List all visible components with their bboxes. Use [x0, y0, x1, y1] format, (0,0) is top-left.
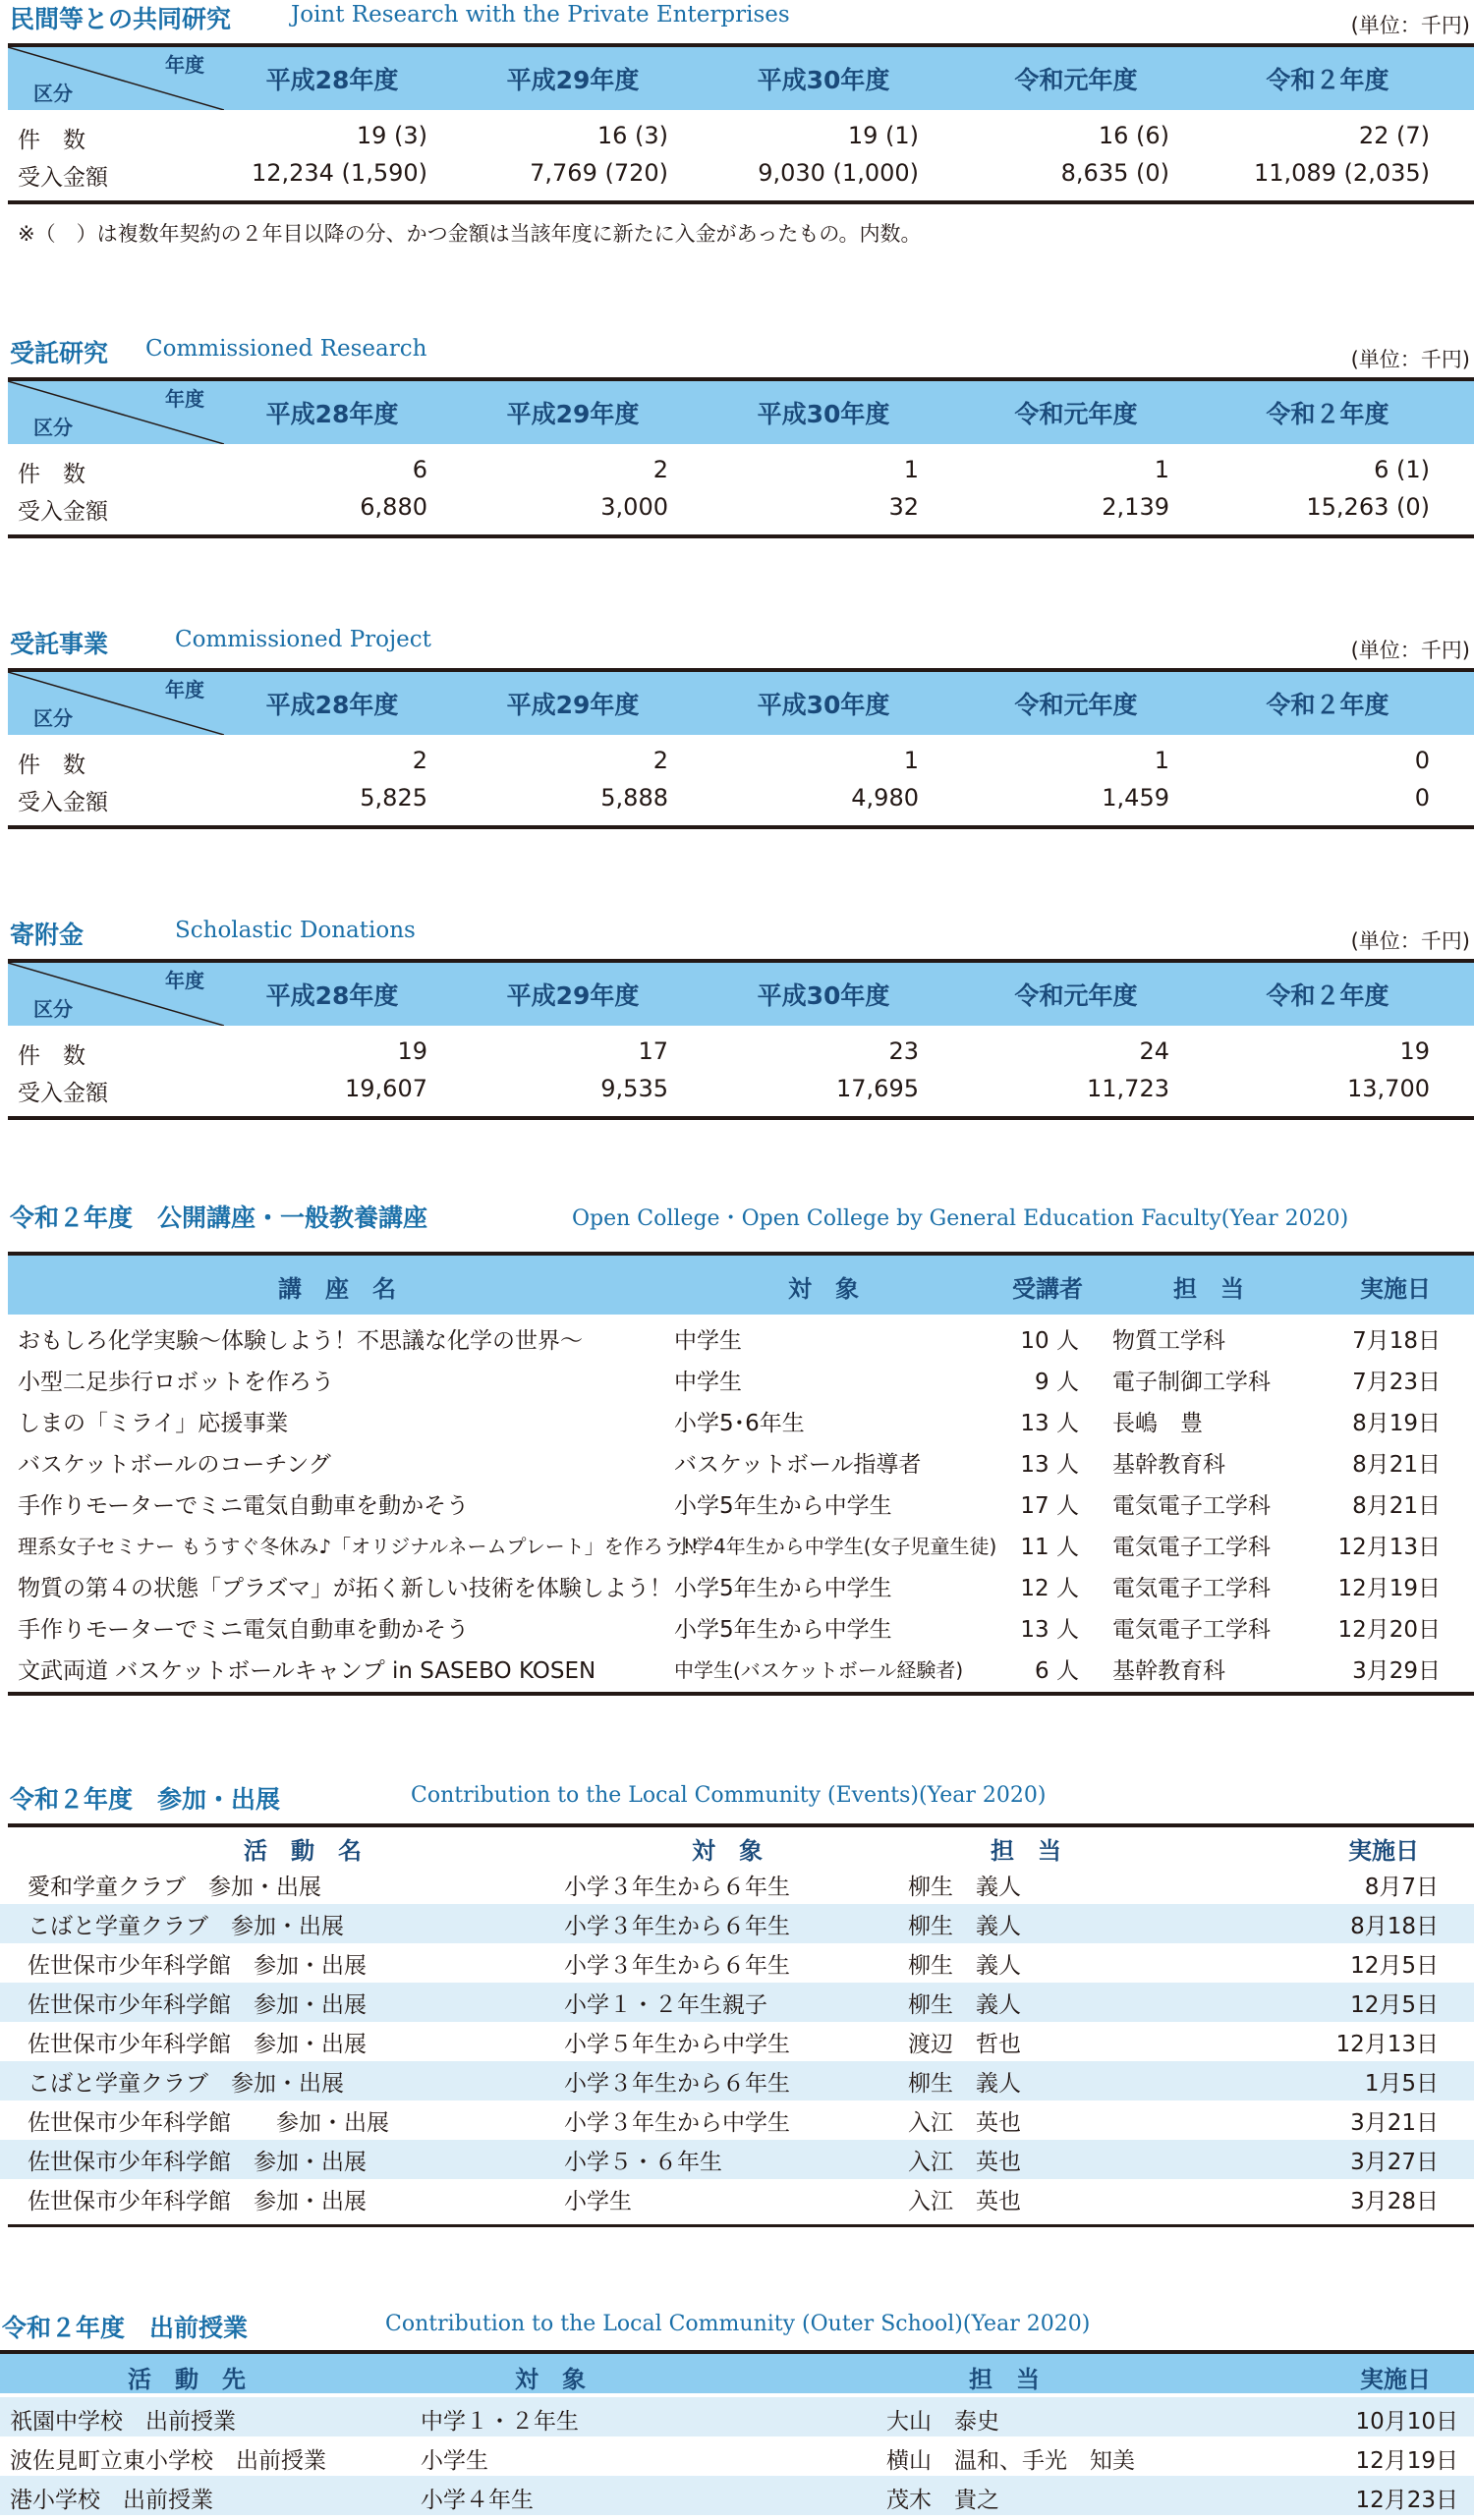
column-header-target: 対 象 [692, 1837, 763, 1865]
target-audience: 中学生 [674, 1328, 742, 1354]
target-audience: 中学生(バスケットボール経験者) [674, 1658, 964, 1682]
target-audience: 小学１・２年生親子 [564, 1992, 767, 2018]
year-header: 平成29年度 [506, 400, 640, 428]
section-subtitle: Contribution to the Local Community (Events)(Year 2020) [411, 1783, 1047, 1808]
column-header-date: 実施日 [1360, 1275, 1431, 1303]
in-charge: 柳生 義人 [908, 1992, 1021, 2018]
table-header [8, 668, 1474, 735]
row-label: 受入金額 [18, 499, 108, 525]
date: 7月18日 [1352, 1328, 1441, 1354]
row-label: 受入金額 [18, 165, 108, 191]
corner-year-label: 年度 [165, 387, 204, 411]
date: 8月18日 [1350, 1914, 1439, 1939]
date: 8月19日 [1352, 1411, 1441, 1436]
unit-label: (単位：千円) [1350, 639, 1470, 662]
activity-name: 佐世保市少年科学館 参加・出展 [28, 1953, 367, 1979]
date: 1月5日 [1364, 2071, 1439, 2097]
in-charge: 物質工学科 [1112, 1328, 1225, 1354]
target-audience: 小学４年生 [421, 2488, 534, 2513]
unit-label: (単位：千円) [1350, 14, 1470, 37]
date: 3月27日 [1350, 2150, 1439, 2175]
in-charge: 電子制御工学科 [1112, 1370, 1271, 1395]
year-header: 平成29年度 [506, 691, 640, 719]
target-audience: バスケットボール指導者 [674, 1452, 922, 1478]
row-stripe [0, 2476, 1474, 2515]
in-charge: 基幹教育科 [1112, 1658, 1225, 1684]
corner-cell [8, 672, 224, 735]
target-audience: 小学5年生から中学生 [674, 1617, 892, 1643]
in-charge: 入江 英也 [908, 2189, 1021, 2214]
year-header: 平成28年度 [265, 691, 399, 719]
target-audience: 小学３年生から６年生 [564, 1953, 790, 1979]
events-section [0, 1780, 1474, 2232]
value-cell: 6 (1) [1374, 456, 1430, 483]
year-header: 平成29年度 [506, 981, 640, 1010]
value-cell: 2,139 [1102, 493, 1169, 521]
course-name: 手作りモーターでミニ電気自動車を動かそう [18, 1493, 470, 1519]
value-cell: 0 [1414, 784, 1430, 812]
year-header: 令和元年度 [1014, 691, 1138, 719]
corner-category-label: 区分 [33, 997, 73, 1021]
in-charge: 電気電子工学科 [1112, 1535, 1271, 1560]
section-title: 民間等との共同研究 [10, 5, 232, 33]
in-charge: 大山 泰史 [886, 2409, 999, 2435]
value-cell: 8,635 (0) [1060, 159, 1169, 187]
year-header: 平成29年度 [506, 66, 640, 94]
in-charge: 柳生 義人 [908, 1953, 1021, 1979]
corner-year-label: 年度 [165, 53, 204, 77]
value-cell: 13,700 [1347, 1075, 1430, 1102]
target-audience: 小学３年生から６年生 [564, 2071, 790, 2097]
footnote: ※（ ）は複数年契約の２年目以降の分、かつ金額は当該年度に新たに入金があったもの。内数。 [18, 222, 922, 246]
section-title: 受託研究 [10, 339, 109, 367]
value-cell: 1 [1154, 747, 1169, 774]
value-cell: 19,607 [345, 1075, 427, 1102]
in-charge: 茂木 貴之 [886, 2488, 999, 2513]
target-audience: 小学生 [421, 2448, 488, 2474]
value-cell: 11,089 (2,035) [1253, 159, 1430, 187]
course-name: 小型二足歩行ロボットを作ろう [18, 1370, 334, 1395]
in-charge: 電気電子工学科 [1112, 1617, 1271, 1643]
date: 8月21日 [1352, 1493, 1441, 1519]
target-audience: 小学4年生から中学生(女子児童生徒) [674, 1535, 997, 1558]
unit-label: (単位：千円) [1350, 929, 1470, 953]
in-charge: 長嶋 豊 [1112, 1411, 1203, 1436]
in-charge: 柳生 義人 [908, 1875, 1021, 1900]
section-subtitle: Open College・Open College by General Education Faculty(Year 2020) [572, 1206, 1349, 1231]
value-cell: 5,888 [600, 784, 668, 812]
column-header-in-charge: 担 当 [969, 2366, 1040, 2393]
year-header: 令和２年度 [1266, 400, 1389, 428]
outer-school-section [0, 2309, 1474, 2520]
value-cell: 15,263 (0) [1306, 493, 1430, 521]
activity-name: こばと学童クラブ 参加・出展 [28, 1914, 344, 1939]
target-audience: 小学5･6年生 [674, 1411, 805, 1436]
column-header-course: 講 座 名 [278, 1275, 396, 1303]
activity-name: 佐世保市少年科学館 参加・出展 [28, 2110, 389, 2136]
destination: 祇園中学校 出前授業 [10, 2409, 236, 2435]
value-cell: 1 [903, 747, 919, 774]
section-title: 寄附金 [10, 921, 85, 949]
value-cell: 19 [397, 1037, 427, 1065]
year-header: 平成28年度 [265, 981, 399, 1010]
table-bottom-rule [8, 1116, 1474, 1120]
corner-category-label: 区分 [33, 82, 73, 105]
date: 3月28日 [1350, 2189, 1439, 2214]
table-header [8, 43, 1474, 110]
column-header-target: 対 象 [515, 2366, 586, 2393]
in-charge: 柳生 義人 [908, 2071, 1021, 2097]
course-name: 文武両道 バスケットボールキャンプ in SASEBO KOSEN [18, 1658, 596, 1684]
value-cell: 17,695 [836, 1075, 919, 1102]
activity-name: 佐世保市少年科学館 参加・出展 [28, 1992, 367, 2018]
in-charge: 電気電子工学科 [1112, 1576, 1271, 1601]
row-label: 受入金額 [18, 790, 108, 815]
table-header [8, 1823, 1474, 1863]
value-cell: 9,535 [600, 1075, 668, 1102]
participant-count: 6 人 [1035, 1658, 1079, 1684]
table-header [8, 1252, 1474, 1315]
corner-cell [8, 963, 224, 1026]
in-charge: 横山 温和、手光 知美 [886, 2448, 1135, 2474]
in-charge: 入江 英也 [908, 2150, 1021, 2175]
in-charge: 電気電子工学科 [1112, 1493, 1271, 1519]
section-subtitle: Scholastic Donations [175, 918, 416, 943]
value-cell: 7,769 (720) [530, 159, 668, 187]
participant-count: 12 人 [1020, 1576, 1079, 1601]
course-name: しまの「ミライ」応援事業 [18, 1411, 289, 1436]
row-label: 件 数 [18, 1043, 85, 1069]
participant-count: 11 人 [1020, 1535, 1079, 1560]
corner-category-label: 区分 [33, 706, 73, 730]
year-header: 平成30年度 [757, 691, 890, 719]
date: 7月23日 [1352, 1370, 1441, 1395]
column-header-activity: 活 動 名 [244, 1837, 362, 1865]
year-header: 令和２年度 [1266, 691, 1389, 719]
column-header-in-charge: 担 当 [1173, 1275, 1244, 1303]
column-header-target: 対 象 [788, 1275, 859, 1303]
destination: 港小学校 出前授業 [10, 2488, 213, 2513]
row-label: 件 数 [18, 462, 85, 487]
activity-name: 愛和学童クラブ 参加・出展 [28, 1875, 321, 1900]
section-title: 令和２年度 出前授業 [2, 2314, 249, 2342]
target-audience: 小学５・６年生 [564, 2150, 722, 2175]
value-cell: 19 (1) [847, 122, 919, 149]
target-audience: 小学5年生から中学生 [674, 1493, 892, 1519]
value-cell: 9,030 (1,000) [758, 159, 919, 187]
date: 10月10日 [1355, 2409, 1458, 2435]
participant-count: 13 人 [1020, 1411, 1079, 1436]
date: 12月13日 [1337, 1535, 1441, 1560]
unit-label: (単位：千円) [1350, 348, 1470, 371]
funding-table-section [0, 0, 1474, 265]
course-name: 手作りモーターでミニ電気自動車を動かそう [18, 1617, 470, 1643]
participant-count: 13 人 [1020, 1617, 1079, 1643]
date: 8月7日 [1364, 1875, 1439, 1900]
target-audience: 小学３年生から６年生 [564, 1875, 790, 1900]
value-cell: 1 [903, 456, 919, 483]
section-title: 令和２年度 公開講座・一般教養講座 [10, 1204, 428, 1232]
target-audience: 中学１・２年生 [421, 2409, 579, 2435]
column-header-participants: 受講者 [1012, 1275, 1083, 1303]
section-title: 令和２年度 参加・出展 [10, 1785, 281, 1814]
corner-category-label: 区分 [33, 416, 73, 439]
activity-name: こばと学童クラブ 参加・出展 [28, 2071, 344, 2097]
section-subtitle: Commissioned Project [175, 627, 431, 652]
participant-count: 9 人 [1035, 1370, 1079, 1395]
table-bottom-rule [8, 534, 1474, 538]
date: 12月19日 [1337, 1576, 1441, 1601]
value-cell: 2 [652, 747, 668, 774]
date: 12月19日 [1355, 2448, 1458, 2474]
year-header: 令和元年度 [1014, 66, 1138, 94]
value-cell: 16 (3) [596, 122, 668, 149]
in-charge: 入江 英也 [908, 2110, 1021, 2136]
table-bottom-rule [8, 825, 1474, 829]
corner-year-label: 年度 [165, 969, 204, 992]
row-label: 件 数 [18, 128, 85, 153]
participant-count: 13 人 [1020, 1452, 1079, 1478]
target-audience: 中学生 [674, 1370, 742, 1395]
column-header-date: 実施日 [1360, 2366, 1431, 2393]
date: 8月21日 [1352, 1452, 1441, 1478]
table-bottom-rule [8, 1692, 1474, 1696]
date: 12月23日 [1355, 2488, 1458, 2513]
year-header: 平成30年度 [757, 400, 890, 428]
course-name: 物質の第４の状態「プラズマ」が拓く新しい技術を体験しよう！ [18, 1576, 672, 1601]
year-header: 平成30年度 [757, 981, 890, 1010]
row-label: 件 数 [18, 753, 85, 778]
target-audience: 小学生 [564, 2189, 632, 2214]
year-header: 平成28年度 [265, 400, 399, 428]
date: 12月5日 [1350, 1953, 1439, 1979]
row-label: 受入金額 [18, 1081, 108, 1106]
value-cell: 19 (3) [356, 122, 427, 149]
table-header [8, 959, 1474, 1026]
section-subtitle: Joint Research with the Private Enterprises [291, 2, 790, 28]
value-cell: 16 (6) [1098, 122, 1169, 149]
date: 12月13日 [1335, 2032, 1439, 2057]
open-college-section [0, 1199, 1474, 1709]
year-header: 令和元年度 [1014, 400, 1138, 428]
value-cell: 23 [888, 1037, 919, 1065]
value-cell: 1 [1154, 456, 1169, 483]
target-audience: 小学３年生から中学生 [564, 2110, 790, 2136]
date: 3月29日 [1352, 1658, 1441, 1684]
course-name: おもしろ化学実験〜体験しよう！不思議な化学の世界〜 [18, 1328, 583, 1354]
year-header: 令和元年度 [1014, 981, 1138, 1010]
column-header-in-charge: 担 当 [991, 1837, 1061, 1865]
value-cell: 24 [1139, 1037, 1169, 1065]
date: 12月5日 [1350, 1992, 1439, 2018]
funding-table-section [0, 334, 1474, 540]
table-header [8, 377, 1474, 444]
value-cell: 6,880 [360, 493, 427, 521]
value-cell: 32 [888, 493, 919, 521]
activity-name: 佐世保市少年科学館 参加・出展 [28, 2032, 367, 2057]
destination: 波佐見町立東小学校 出前授業 [10, 2448, 326, 2474]
column-header-destination: 活 動 先 [128, 2366, 246, 2393]
value-cell: 2 [412, 747, 427, 774]
table-bottom-rule [8, 200, 1474, 204]
date: 12月20日 [1337, 1617, 1441, 1643]
year-header: 平成30年度 [757, 66, 890, 94]
in-charge: 基幹教育科 [1112, 1452, 1225, 1478]
participant-count: 10 人 [1020, 1328, 1079, 1354]
target-audience: 小学5年生から中学生 [674, 1576, 892, 1601]
section-title: 受託事業 [10, 630, 109, 658]
in-charge: 渡辺 哲也 [908, 2032, 1021, 2057]
target-audience: 小学３年生から６年生 [564, 1914, 790, 1939]
table-bottom-rule [8, 2224, 1474, 2227]
in-charge: 柳生 義人 [908, 1914, 1021, 1939]
year-header: 令和２年度 [1266, 981, 1389, 1010]
value-cell: 1,459 [1102, 784, 1169, 812]
value-cell: 12,234 (1,590) [251, 159, 427, 187]
value-cell: 3,000 [600, 493, 668, 521]
value-cell: 2 [652, 456, 668, 483]
value-cell: 11,723 [1087, 1075, 1169, 1102]
value-cell: 17 [638, 1037, 668, 1065]
value-cell: 19 [1399, 1037, 1430, 1065]
activity-name: 佐世保市少年科学館 参加・出展 [28, 2150, 367, 2175]
year-header: 令和２年度 [1266, 66, 1389, 94]
course-name: 理系女子セミナー もうすぐ冬休み♪「オリジナルネームプレート」を作ろう!! [18, 1535, 699, 1558]
value-cell: 4,980 [851, 784, 919, 812]
value-cell: 0 [1414, 747, 1430, 774]
funding-table-section [0, 916, 1474, 1122]
table-header [0, 2350, 1474, 2393]
participant-count: 17 人 [1020, 1493, 1079, 1519]
target-audience: 小学５年生から中学生 [564, 2032, 790, 2057]
corner-year-label: 年度 [165, 678, 204, 701]
date: 3月21日 [1350, 2110, 1439, 2136]
funding-table-section [0, 625, 1474, 831]
value-cell: 22 (7) [1358, 122, 1430, 149]
course-name: バスケットボールのコーチング [18, 1452, 331, 1478]
section-subtitle: Commissioned Research [145, 336, 427, 362]
value-cell: 6 [412, 456, 427, 483]
corner-cell [8, 381, 224, 444]
activity-name: 佐世保市少年科学館 参加・出展 [28, 2189, 367, 2214]
column-header-date: 実施日 [1348, 1837, 1419, 1865]
year-header: 平成28年度 [265, 66, 399, 94]
section-subtitle: Contribution to the Local Community (Outer School)(Year 2020) [385, 2312, 1091, 2336]
corner-cell [8, 47, 224, 110]
value-cell: 5,825 [360, 784, 427, 812]
